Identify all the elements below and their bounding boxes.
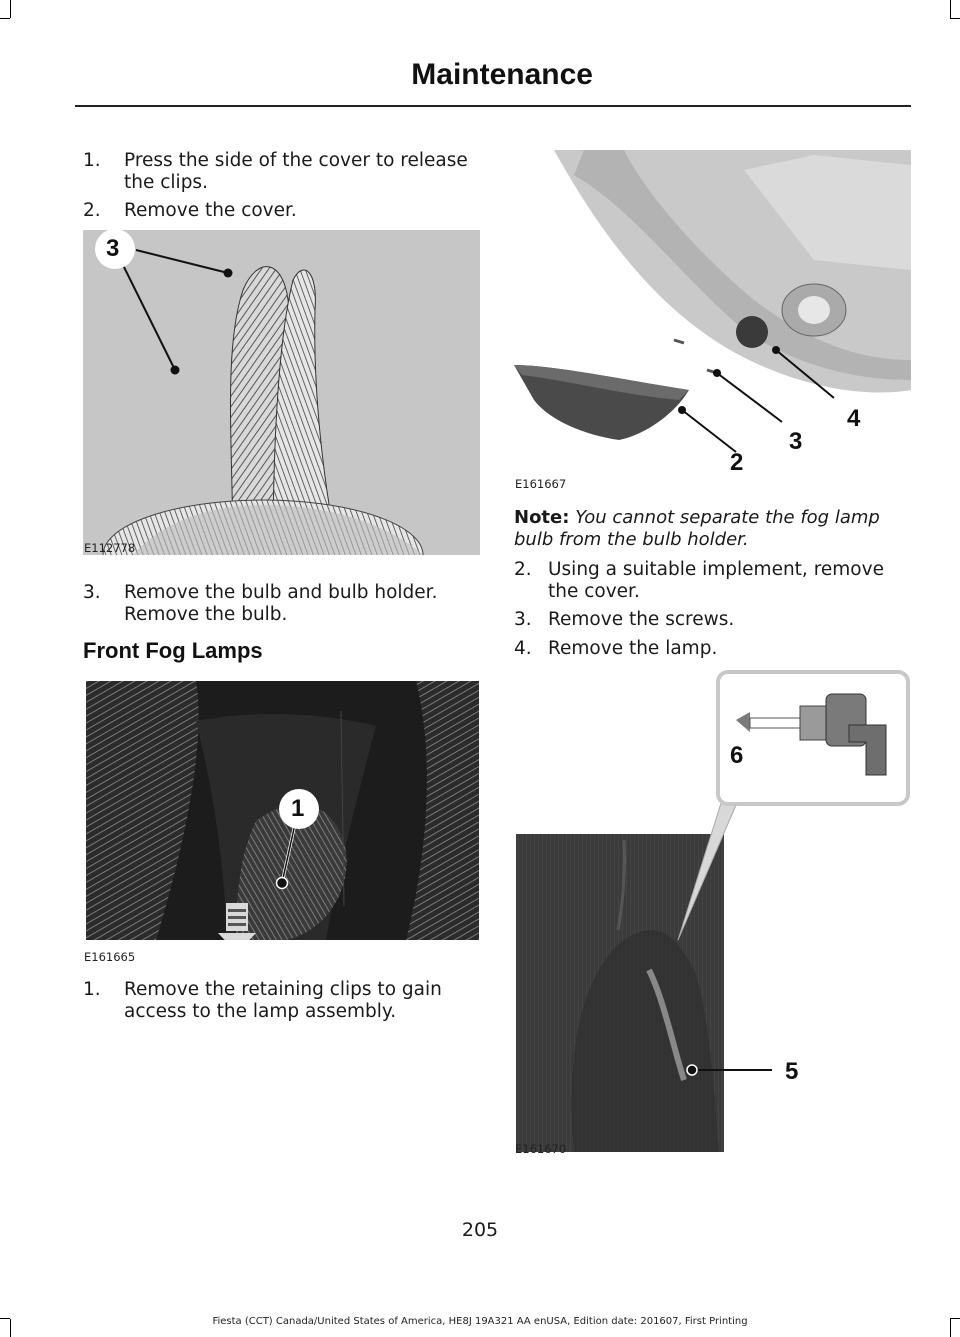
step-text: Using a suitable implement, remove the cover. — [548, 559, 884, 602]
figure-bulb-holder — [514, 670, 911, 1155]
crop-mark — [950, 0, 951, 18]
page-title: Maintenance — [411, 58, 593, 91]
figure-bulb-cover — [83, 230, 480, 555]
step-text: Press the side of the cover to release the clips. — [124, 150, 468, 193]
callout-label: 5 — [785, 1058, 799, 1085]
step-text: Remove the retaining clips to gain access to the lamp assembly. — [124, 979, 442, 1022]
crop-mark — [10, 0, 11, 18]
step-number: 1. — [83, 979, 101, 1000]
step-number: 2. — [514, 559, 532, 580]
callout-label: 3 — [789, 428, 803, 455]
step-text: Remove the cover. — [124, 200, 297, 221]
figure-fog-lamp-removal — [514, 150, 911, 480]
figure-code: E161670 — [515, 1142, 567, 1156]
note-text: You cannot separate the fog lamp — [575, 507, 880, 528]
step-item — [514, 638, 914, 660]
note-text: bulb from the bulb holder. — [514, 529, 749, 550]
crop-mark — [950, 18, 960, 19]
step-text: Remove the lamp. — [548, 638, 718, 659]
step-text: Remove the screws. — [548, 609, 735, 630]
step-item — [83, 979, 483, 1023]
callout-label: 2 — [730, 449, 744, 476]
crop-mark — [0, 18, 10, 19]
footer-text: Fiesta (CCT) Canada/United States of America, HE8J 19A321 AA enUSA, Edition date: 201607, First Printing — [212, 1316, 748, 1327]
figure-code: E161665 — [84, 950, 136, 964]
callout-label: 1 — [291, 795, 305, 822]
section-heading: Front Fog Lamps — [83, 638, 263, 663]
note — [514, 507, 904, 551]
step-number: 4. — [514, 638, 532, 659]
step-item — [514, 609, 914, 631]
bulb-holder-illustration — [514, 670, 911, 1155]
note-label: Note: — [514, 507, 570, 528]
callout-label: 3 — [106, 235, 120, 262]
step-number: 1. — [83, 150, 101, 171]
figure-code: E161667 — [515, 477, 567, 491]
step-item — [514, 559, 914, 603]
page-number: 205 — [461, 1219, 499, 1241]
step-text: Remove the bulb and bulb holder. Remove the bulb. — [124, 582, 438, 625]
callout-label: 6 — [730, 742, 744, 769]
step-number: 3. — [514, 609, 532, 630]
bulb-cover-illustration — [83, 230, 480, 555]
header-rule — [75, 105, 911, 107]
step-item — [83, 150, 483, 194]
step-number: 3. — [83, 582, 101, 603]
step-number: 2. — [83, 200, 101, 221]
figure-code: E112778 — [84, 541, 136, 555]
step-item — [83, 582, 483, 626]
callout-label: 4 — [847, 405, 861, 432]
step-item — [83, 200, 483, 222]
fog-lamp-access-illustration — [86, 681, 479, 940]
figure-fog-lamp-access — [86, 681, 479, 940]
